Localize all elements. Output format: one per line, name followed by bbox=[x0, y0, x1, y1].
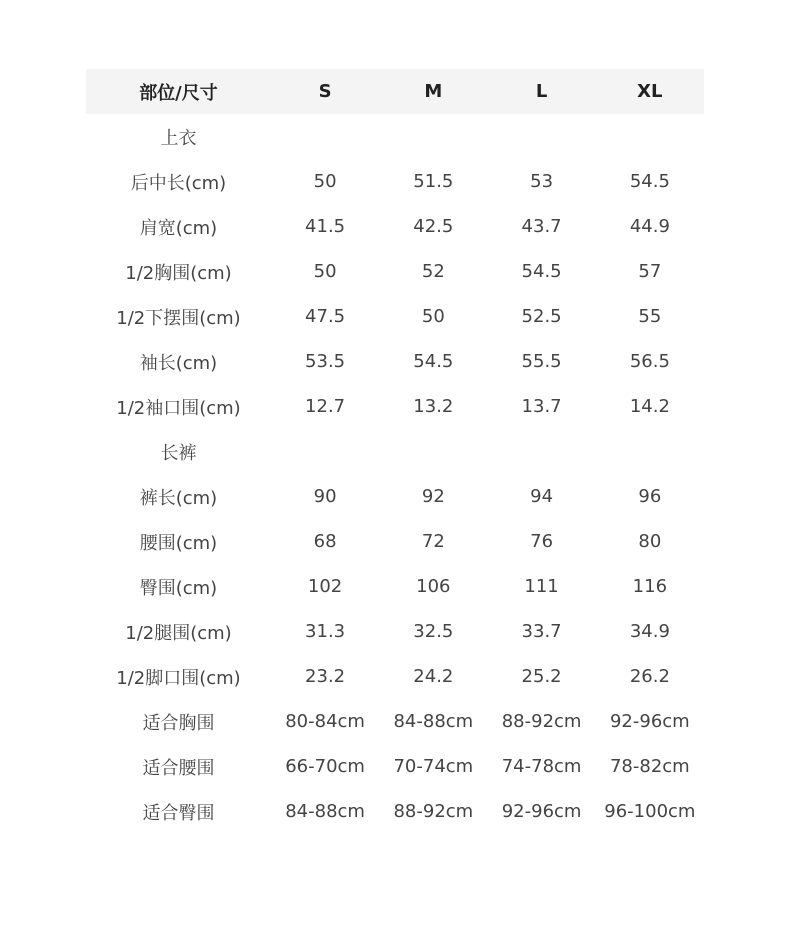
cell-m: 24.2 bbox=[413, 666, 454, 687]
row-label: 裤长(cm) bbox=[139, 487, 218, 509]
row-label: 腰围(cm) bbox=[139, 532, 218, 554]
cell-l: 92-96cm bbox=[501, 801, 582, 822]
cell-s: 23.2 bbox=[305, 666, 346, 687]
row-label: 1/2胸围(cm) bbox=[125, 262, 232, 284]
cell-l: 94 bbox=[530, 486, 554, 507]
cell-l: 52.5 bbox=[521, 306, 562, 327]
table-row bbox=[86, 789, 704, 834]
size-chart-table bbox=[86, 69, 704, 834]
cell-m: 42.5 bbox=[413, 216, 454, 237]
cell-m: 50 bbox=[421, 306, 445, 327]
cell-l: 74-78cm bbox=[501, 756, 582, 777]
cell-l: 53 bbox=[530, 171, 554, 192]
cell-m: 54.5 bbox=[413, 351, 454, 372]
header-part-size: 部位/尺寸 bbox=[139, 82, 218, 104]
cell-xl: 116 bbox=[632, 576, 668, 597]
table-row bbox=[86, 654, 704, 699]
table-header bbox=[86, 69, 704, 114]
table-row bbox=[86, 519, 704, 564]
cell-s: 66-70cm bbox=[285, 756, 365, 777]
row-label: 适合胸围 bbox=[142, 712, 215, 734]
cell-xl: 54.5 bbox=[629, 171, 670, 192]
cell-s: 12.7 bbox=[305, 396, 346, 417]
section-row-pants bbox=[86, 429, 704, 474]
header-size-l: L bbox=[535, 81, 548, 102]
row-label: 臀围(cm) bbox=[139, 577, 218, 599]
cell-m: 88-92cm bbox=[393, 801, 474, 822]
row-label: 1/2脚口围(cm) bbox=[116, 667, 241, 689]
cell-m: 106 bbox=[416, 576, 451, 597]
table-row bbox=[86, 609, 704, 654]
cell-m: 72 bbox=[421, 531, 445, 552]
row-label: 袖长(cm) bbox=[139, 352, 218, 374]
cell-m: 51.5 bbox=[413, 171, 454, 192]
cell-m: 13.2 bbox=[413, 396, 454, 417]
cell-l: 33.7 bbox=[521, 621, 562, 642]
cell-s: 50 bbox=[313, 171, 337, 192]
cell-l: 88-92cm bbox=[501, 711, 582, 732]
cell-l: 111 bbox=[524, 576, 559, 597]
table-row bbox=[86, 204, 704, 249]
cell-m: 32.5 bbox=[413, 621, 454, 642]
cell-s: 68 bbox=[313, 531, 337, 552]
table-row bbox=[86, 339, 704, 384]
cell-s: 84-88cm bbox=[285, 801, 365, 822]
cell-xl: 55 bbox=[638, 306, 662, 327]
section-label-top: 上衣 bbox=[160, 127, 197, 149]
table-row bbox=[86, 744, 704, 789]
cell-m: 84-88cm bbox=[393, 711, 474, 732]
header-size-xl: XL bbox=[637, 81, 663, 102]
cell-s: 47.5 bbox=[305, 306, 346, 327]
section-row-top bbox=[86, 114, 704, 159]
row-label: 1/2下摆围(cm) bbox=[116, 307, 241, 329]
cell-s: 53.5 bbox=[305, 351, 346, 372]
row-label: 适合臀围 bbox=[142, 802, 215, 824]
cell-xl: 34.9 bbox=[629, 621, 670, 642]
header-size-m: M bbox=[424, 81, 443, 102]
cell-l: 55.5 bbox=[521, 351, 562, 372]
table-row bbox=[86, 699, 704, 744]
header-size-s: S bbox=[318, 81, 332, 102]
cell-xl: 96-100cm bbox=[604, 801, 696, 822]
cell-l: 54.5 bbox=[521, 261, 562, 282]
cell-xl: 44.9 bbox=[629, 216, 670, 237]
cell-s: 80-84cm bbox=[285, 711, 365, 732]
table-row bbox=[86, 474, 704, 519]
row-label: 1/2袖口围(cm) bbox=[116, 397, 241, 419]
row-label: 1/2腿围(cm) bbox=[125, 622, 232, 644]
table-row bbox=[86, 384, 704, 429]
row-label: 后中长(cm) bbox=[130, 172, 227, 194]
cell-l: 43.7 bbox=[521, 216, 562, 237]
cell-m: 52 bbox=[421, 261, 445, 282]
cell-s: 31.3 bbox=[305, 621, 346, 642]
cell-xl: 92-96cm bbox=[609, 711, 690, 732]
cell-l: 13.7 bbox=[521, 396, 562, 417]
cell-s: 50 bbox=[313, 261, 337, 282]
cell-xl: 56.5 bbox=[629, 351, 670, 372]
header-row bbox=[86, 69, 704, 114]
table-row bbox=[86, 159, 704, 204]
cell-l: 76 bbox=[530, 531, 554, 552]
cell-xl: 14.2 bbox=[629, 396, 670, 417]
cell-s: 41.5 bbox=[305, 216, 346, 237]
cell-xl: 26.2 bbox=[629, 666, 670, 687]
row-label: 适合腰围 bbox=[142, 757, 215, 779]
cell-xl: 96 bbox=[638, 486, 662, 507]
cell-l: 25.2 bbox=[521, 666, 562, 687]
cell-xl: 80 bbox=[638, 531, 662, 552]
table-row bbox=[86, 294, 704, 339]
table-row bbox=[86, 249, 704, 294]
cell-s: 102 bbox=[307, 576, 343, 597]
cell-m: 70-74cm bbox=[393, 756, 474, 777]
cell-s: 90 bbox=[313, 486, 337, 507]
cell-m: 92 bbox=[421, 486, 445, 507]
cell-xl: 57 bbox=[638, 261, 662, 282]
table-row bbox=[86, 564, 704, 609]
cell-xl: 78-82cm bbox=[609, 756, 690, 777]
row-label: 肩宽(cm) bbox=[139, 217, 218, 239]
section-label-pants: 长裤 bbox=[160, 442, 197, 464]
table-body bbox=[86, 114, 704, 834]
